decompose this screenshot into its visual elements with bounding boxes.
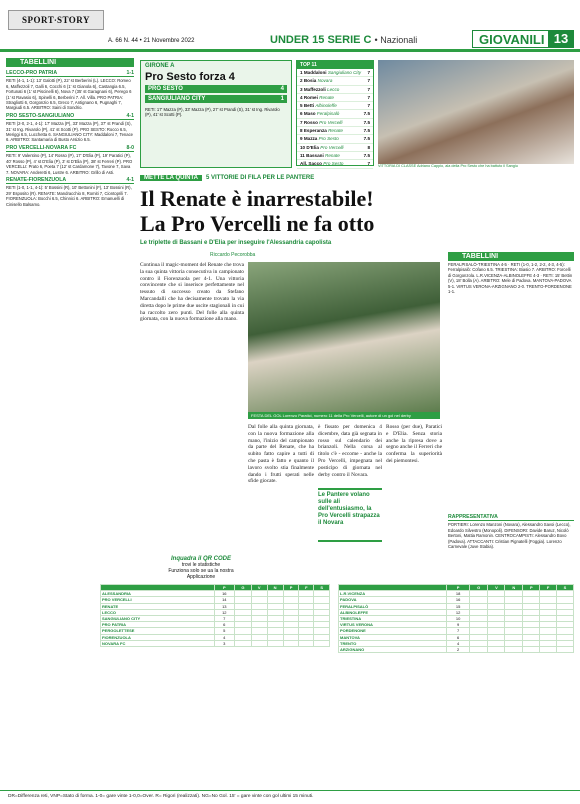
game-title: PRO VERCELLI-NOVARA FC 8-0 bbox=[6, 144, 134, 151]
standings-left bbox=[100, 584, 330, 647]
article-col3: è fissato per domenica 4 dicembre, data già segnata in rosso sul calendario dei brianzoli. Nella corsa al titolo c'è - eccome - anche la Pro Vercelli, impegnata nel posticipo di giornata nel derby contro il Novara. bbox=[318, 424, 382, 478]
rappresentativa: RAPPRESENTATIVA PORTIERI: Lorenzo Manzoni (Novara), Alessandro Savoi (Lecco), Edoardo Silvestro (Monopoli). DIFENSORI: Davide Baruz, Nicolò Bertoni, Mattia Ramonin. CENTROCAMPISTI: Alessandro Bovo (Padova). ATTACCANTI: Cristian Pignatelli (Foggia). Lorenzo Carnevale (Juve Stabia). bbox=[448, 512, 574, 574]
table-row: L.R.VICENZA 18 bbox=[339, 591, 574, 597]
table-row: ALBINOLEFFE 12 bbox=[339, 609, 574, 615]
table-row: PRO PATRIA 6 bbox=[101, 622, 330, 628]
player-photo-2 bbox=[248, 262, 440, 412]
table-row: TRENTO 4 bbox=[339, 640, 574, 646]
top11-row: 6 Maso Feralpisalò 7.5 bbox=[297, 110, 373, 118]
top11-row: 3 Maffezzoli Lecco 7 bbox=[297, 86, 373, 94]
game-title: RENATE-FIORENZUOLA 4-1 bbox=[6, 176, 134, 183]
table-row: PORDENONE 7 bbox=[339, 628, 574, 634]
table-row: NOVARA FC 3 bbox=[101, 640, 330, 646]
girone-label: GIRONE A bbox=[145, 63, 175, 69]
girone-box bbox=[140, 60, 292, 168]
qr-promo: Inquadra il QR CODE trovi le statistiche Funziona solo se ua la nostra Applicazione bbox=[168, 556, 234, 580]
top11-row: 8 Esperanza Renate 7.5 bbox=[297, 127, 373, 135]
right-tabellini-band: TABELLINI bbox=[448, 252, 574, 261]
table-row: ARZIGNANO 2 bbox=[339, 646, 574, 652]
table-row: SANGIULIANO CITY 7 bbox=[101, 615, 330, 621]
top11-title: TOP 11 bbox=[297, 61, 373, 69]
table-row: ALESSANDRIA 16 bbox=[101, 591, 330, 597]
table-row: FIORENZUOLA 4 bbox=[101, 634, 330, 640]
top11-row: All. Sacco Pro Sesto 7 bbox=[297, 160, 373, 168]
away-score-row: SANGIULIANO CITY 1 bbox=[145, 95, 287, 103]
game-report: RETI: 9' Valentino (P), 14' Rosso (P), 17' D'Elia (P), 19' Paratici (P), 40' Rosso (P), 4' st D'Elia (P), 3' st D'Elia (P), 38' st Ferreri (P). PRO VERCELLI: Prato 6, Poeta 7 (12' st Cardamone 7), Tavone 7, Sava 7. NOVARA: Anderetti 6, Lustre 6. ARBITRO: Grillo di Asti. bbox=[6, 153, 133, 175]
photo1-caption: VITTORIA DI CLASSE Adriano Cappio, ala della Pro Sesto che ha battuto il Sangiu bbox=[378, 164, 518, 168]
tabellini-column bbox=[6, 68, 134, 568]
table-row: FERALPISALÒ 15 bbox=[339, 603, 574, 609]
page-header bbox=[0, 0, 580, 52]
player-photo-1 bbox=[378, 60, 574, 164]
girone-title: Pro Sesto forza 4 bbox=[145, 71, 235, 83]
newspaper-logo: SPORT∙STORY bbox=[8, 10, 104, 30]
table-header: P G V N P F S bbox=[339, 585, 574, 591]
top11-row: 2 Bosia Novara 7 bbox=[297, 77, 373, 85]
game-report: RETI (1-0, 1-1, 4-1): 5' Bossini (R), 10' Bettonini (F), 13' Bossini (R), 29' Esposito (R). RENATE: Mandracchio 8, Romiti 7, Ciontoprili 7. FIORENZUOLA: Bocchi 6.5, Chinnici 6. ARBITRO: Emanuelli di Cinisello Balsamo. bbox=[6, 185, 132, 207]
table-row: VIRTUS VERONA 9 bbox=[339, 622, 574, 628]
section-title: UNDER 15 SERIE C • Nazionali bbox=[270, 34, 418, 46]
article-quote: Le Pantere volano sulle ali dell'entusiasmo, la Pro Vercelli strapazza il Novara bbox=[318, 488, 382, 542]
table-row: MANTOVA 6 bbox=[339, 634, 574, 640]
top11-row: 5 Betti Albinoleffe 7 bbox=[297, 102, 373, 110]
footer-legend: DR=Differenza reti, VNP=Stato di forma. 1-0= gare vinte 1-0,0=Over. R= Rigori (realizzati). NG=No Gol. 15' = gare vinte con gol ultimi 15 minuti. bbox=[0, 790, 580, 804]
home-score-row: PRO SESTO 4 bbox=[145, 85, 287, 93]
girone-report: RETI: 17' Mazza (P), 33' Mazza (P), 27' st Prandi (S), 31' st Ing. Rivarolo (P), 41' st Scotti (P). bbox=[145, 107, 280, 117]
table-row: LECCO 12 bbox=[101, 609, 330, 615]
right-tabellini-text: FERALPISALÒ-TRIESTINA 4-5 · RETI (1-0, 1-2, 2-2, 4-3, 4-5): Ferralpisalò: Cofano 6.5. TRIESTINA: Biasio 7. ARBITRO: Forcelli di Gorgonzola. L.R.VICENZA-ALBINOLEFFE 4-3 · RETI: 15' Bettin (V), 18' Bolla (A). ARBITRO: Mele di Padova. MANTOVA-PADOVA 5-1. VIRTUS VERONA-ARZIGNANO 2-0. TRENTO-PORDENONE 1-1. bbox=[448, 262, 573, 295]
page-number: 13 bbox=[548, 30, 574, 48]
game-report: RETI (2-0, 2-1, 4-1): 17' Mazza (P), 33' Mazza (P), 37' st Prandi (S), 31' st Ing. Rivarolo (P), 41' st Scotti (P). PRO SESTO: Rocco 6.5, Meriggi 6.5, Lucchetta 6. SANGIULIANO CITY: Maddaloni 7, Tenace 6. ARBITRO: Santamaria di Busto Arsizio 6.5. bbox=[6, 121, 134, 143]
article-col2: Dal folle alla quinta giornata, con la nuova formazione alla mano, l'inizio del campionato da parte del Renate, che ha subito fatto capire a tutti di che pasta è fatto e quanto il lavoro svolto stia finalmente dando i frutti sperati nelle sfide giocate. bbox=[248, 424, 314, 485]
article-col1: Continua il magic-moment del Renate che trova la sua quinta vittoria consecutiva in campionato contro il Fiorenzuola per 4-1. Una vittoria convincente che si inserisce perfettamente nel tessuto di successo creato da Stefano Marcandalli che ha decisamente trovato la via diretta dopo le prime due uscite stagionali in cui ha raccolto zero punti. Del folle alla quinta giornata, con la nuova formazione alla mano. bbox=[140, 262, 244, 323]
article-headline: Il Renate è inarrestabile! La Pro Vercelli ne fa otto bbox=[140, 186, 375, 236]
table-row: PERGOLETTESE 5 bbox=[101, 628, 330, 634]
table-row: TRIESTINA 10 bbox=[339, 615, 574, 621]
table-row: PADOVA 16 bbox=[339, 597, 574, 603]
game-report: RETI (4-1, 1-1): 13' Galotti (P), 22' st Berberini (L). LECCO: Romeo 6, Maffezzoli 7, Galli 6, Cocchi 6 (1' st Gianola 6), Castangia 6.5, Fortunati 6 (1' st Piscinelli 6), Nova 7 (35' st Garagnani 6), Perego 6 (1' st Ravasio 6), Spinelli 6, Berberini 7. All. Villa. PRO PATRIA: Stragliotti 6, Gorgonzio 6.5, Greco 7, Antignano 6, Pugnaghi 7, Margiudi 6.5. ARBITRO: Saini di Sondrio. bbox=[6, 78, 132, 111]
section-right: GIOVANILI bbox=[472, 30, 551, 48]
standings-right bbox=[338, 584, 574, 653]
photo2-caption: FESTA DEL GOL Lorenzo Paratici, numero 11 della Pro Vercelli, autore di un gol nel derby bbox=[248, 412, 440, 419]
top11-box bbox=[296, 60, 374, 166]
article-col4: Rosso (per due), Paratici e D'Elia. Senza storia anche la ripresa dove a segno anche il Ferreri che conferma la superiorità dei piemontesi. bbox=[386, 424, 442, 464]
top11-row: 1 Maddaloni Sangiuliano City 7 bbox=[297, 69, 373, 77]
table-header: P G V N P F S bbox=[101, 585, 330, 591]
tabellini-band: TABELLINI bbox=[6, 58, 134, 67]
article-kicker: METTE LA QUINTA 5 VITTORIE DI FILA PER LE PANTERE bbox=[140, 175, 440, 183]
top11-row: 4 Romei Renate 7 bbox=[297, 94, 373, 102]
table-row: PRO VERCELLI 14 bbox=[101, 597, 330, 603]
top11-row: 11 Bassani Renate 7.5 bbox=[297, 152, 373, 160]
issue-info: A. 66 N. 44 • 21 Novembre 2022 bbox=[108, 38, 195, 44]
top11-row: 10 D'Elia Pro Vercelli 8 bbox=[297, 144, 373, 152]
game-title: LECCO-PRO PATRIA 1-1 bbox=[6, 70, 134, 76]
top11-row: 9 Mazza Pro Sesto 7.5 bbox=[297, 135, 373, 143]
article-author: Riccardo Pecorobba bbox=[210, 252, 256, 258]
article-subhead: Le triplette di Bassani e D'Elia per inseguire l'Alessandria capolista bbox=[140, 240, 332, 246]
game-title: PRO SESTO-SANGIULIANO 4-1 bbox=[6, 112, 134, 119]
top11-row: 7 Rosso Pro Vercelli 7.5 bbox=[297, 119, 373, 127]
table-row: RENATE 13 bbox=[101, 603, 330, 609]
